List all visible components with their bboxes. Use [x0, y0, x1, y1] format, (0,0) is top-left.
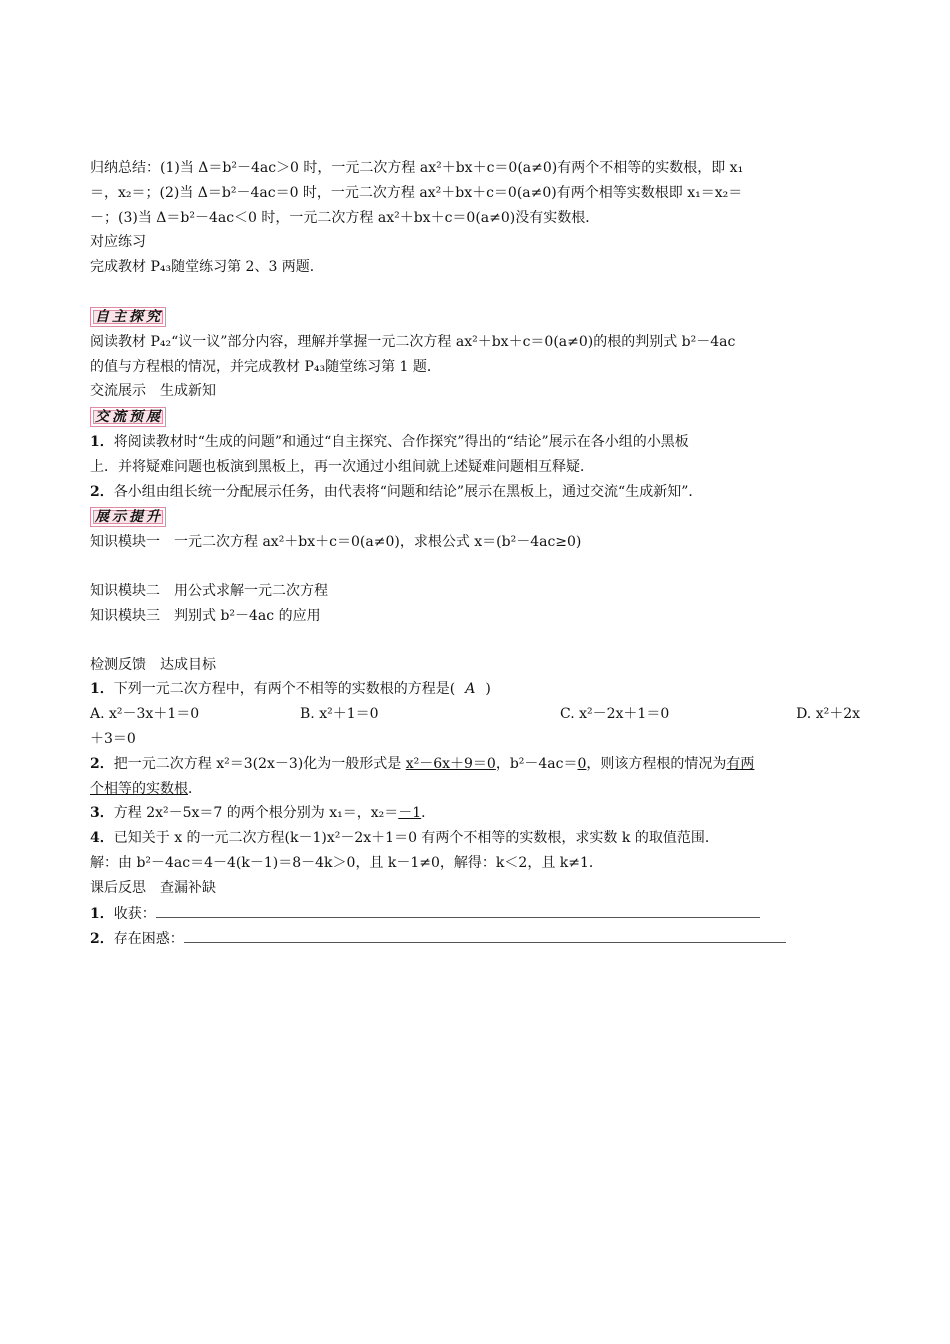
self-explore-tag: 自主探究 [90, 307, 166, 327]
reflection-title: 课后反思 查漏补缺 [90, 879, 216, 896]
question-4-solution: 解：由 b²－4ac＝4－4(k－1)＝8－4k＞0，且 k－1≠0，解得：k＜2，且 k≠1． [90, 854, 603, 871]
question-4 [90, 826, 860, 851]
item-label: 收获： [113, 905, 156, 922]
reflection-item-2 [90, 926, 860, 952]
question-text: 方程 2x²－5x＝7 的两个根分别为 x₁＝，x₂＝ [113, 805, 399, 822]
display-section [90, 504, 860, 628]
exchange-item-1-line-1 [90, 430, 860, 455]
question-2 [90, 752, 860, 777]
question-text: 把一元二次方程 x²＝3(2x－3)化为一般形式是 [113, 755, 406, 772]
confusions-fill-line[interactable] [184, 926, 786, 943]
spacer [90, 629, 860, 653]
question-1 [90, 677, 860, 702]
summary-line-3: －；(3)当 Δ＝b²－4ac＜0 时，一元二次方程 ax²＋bx＋c＝0(a≠0)没有实数根． [90, 209, 600, 226]
item-number: 1． [90, 433, 114, 450]
question-text: ，b²－4ac＝ [495, 755, 578, 772]
item-number: 2． [90, 931, 114, 948]
question-paren: ) [485, 681, 491, 698]
option-a: A. x²－3x＋1＝0 [90, 706, 200, 723]
reflection-item-1 [90, 901, 860, 927]
answer-roots-case: 有两 [726, 755, 755, 772]
option-d-continued: ＋3＝0 [90, 730, 136, 747]
module-1: 知识模块一 一元二次方程 ax²＋bx＋c＝0(a≠0)，求根公式 x＝(b²－4ac≥0) [90, 534, 582, 551]
exchange-title: 交流展示 生成新知 [90, 383, 216, 400]
question-text: ． [421, 805, 436, 822]
question-number: 2． [90, 755, 114, 772]
item-number: 2． [90, 483, 114, 500]
summary-line-1: 归纳总结：(1)当 Δ＝b²－4ac＞0 时，一元二次方程 ax²＋bx＋c＝0(a≠0)有两个不相等的实数根，即 x₁ [90, 160, 744, 176]
question-number: 4． [90, 830, 114, 847]
option-b: B. x²＋1＝0 [300, 706, 379, 723]
question-text: 下列一元二次方程中，有两个不相等的实数根的方程是( [113, 681, 456, 698]
spacer [90, 280, 860, 304]
self-explore-line-1: 阅读教材 P₄₂“议一议”部分内容，理解并掌握一元二次方程 ax²＋bx＋c＝0(a≠0)的根的判别式 b²－4ac [90, 333, 736, 350]
display-tag: 展示提升 [90, 507, 166, 527]
question-1-options [90, 702, 860, 727]
practice-title: 对应练习 [90, 234, 146, 251]
question-2-continued [90, 777, 860, 802]
module-2: 知识模块二 用公式求解一元二次方程 [90, 582, 328, 599]
practice-text: 完成教材 P₄₃随堂练习第 2、3 两题． [90, 259, 324, 276]
question-text: ，则该方程根的情况为 [586, 755, 727, 772]
answer-general-form: x²－6x＋9＝0 [405, 755, 496, 772]
answer-roots-case: 个相等的实数根 [90, 780, 188, 797]
item-number: 1． [90, 905, 114, 922]
test-section [90, 653, 860, 876]
summary-line-2: ＝，x₂＝；(2)当 Δ＝b²－4ac＝0 时，一元二次方程 ax²＋bx＋c＝0(a≠0)有两个相等实数根即 x₁＝x₂＝ [90, 184, 743, 201]
option-d: D. x²＋2x [796, 706, 860, 723]
answer-discriminant: 0 [577, 755, 587, 772]
exchange-tag: 交流预展 [90, 407, 166, 427]
reflection-section [90, 876, 860, 952]
question-answer: A [465, 681, 476, 698]
gains-fill-line[interactable] [156, 901, 760, 918]
question-3 [90, 801, 860, 826]
item-text: 各小组由组长统一分配展示任务，由代表将“问题和结论”展示在黑板上，通过交流“生成新知”． [113, 483, 703, 500]
module-3: 知识模块三 判别式 b²－4ac 的应用 [90, 607, 321, 624]
item-text: 将阅读教材时“生成的问题”和通过“自主探究、合作探究”得出的“结论”展示在各小组的小黑板 [113, 433, 689, 450]
question-text: 已知关于 x 的一元二次方程(k－1)x²－2x＋1＝0 有两个不相等的实数根，求实数 k 的取值范围． [113, 830, 719, 847]
question-number: 1． [90, 681, 114, 698]
exchange-item-1-line-2: 上．并将疑难问题也板演到黑板上，再一次通过小组间就上述疑难问题相互释疑． [90, 458, 594, 475]
option-c: C. x²－2x＋1＝0 [560, 706, 670, 723]
item-label: 存在困惑： [113, 931, 184, 948]
exchange-item-2 [90, 480, 860, 505]
test-title: 检测反馈 达成目标 [90, 656, 216, 673]
self-explore-section [90, 304, 860, 379]
exchange-section [90, 404, 860, 504]
spacer [90, 555, 860, 579]
question-number: 3． [90, 805, 114, 822]
question-text: ． [188, 780, 202, 797]
answer-root-2: －1 [398, 805, 422, 822]
self-explore-line-2: 的值与方程根的情况，并完成教材 P₄₃随堂练习第 1 题． [90, 358, 441, 375]
worksheet-page [90, 156, 860, 952]
